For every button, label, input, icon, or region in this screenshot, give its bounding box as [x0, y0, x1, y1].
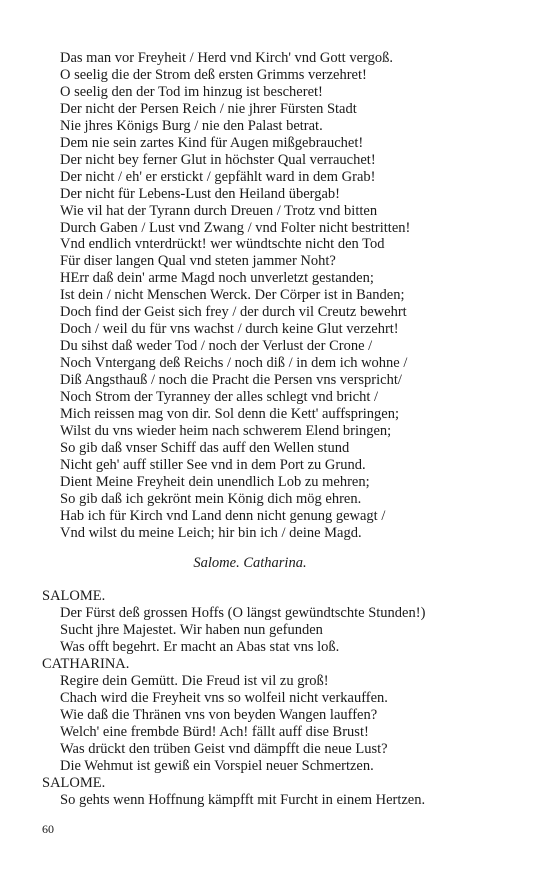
verse-line: Nicht geh' auff stiller See vnd in dem Port zu Grund. [60, 456, 366, 473]
verse-line: Noch Vntergang deß Reichs / noch diß / in dem ich wohne / [60, 355, 408, 372]
verse-line: O seelig die der Strom deß ersten Grimms verzehret! [60, 66, 367, 83]
verse-line: O seelig den der Tod im hinzug ist bescheret! [60, 83, 323, 100]
dialogue-line: Chach wird die Freyheit vns so wolfeil nicht verkauffen. [60, 690, 388, 706]
verse-line: Du sihst daß weder Tod / noch der Verlust der Crone / [60, 338, 373, 355]
dialogue-line: Regire dein Gemütt. Die Freud ist vil zu groß! [60, 673, 329, 689]
verse-line: HErr daß dein' arme Magd noch unverletzt gestanden; [60, 270, 374, 287]
verse-line: Mich reissen mag von dir. Sol denn die Kett' auffspringen; [60, 406, 400, 423]
verse-line: Diß Angsthauß / noch die Pracht die Persen vns verspricht/ [60, 372, 402, 389]
dialogue-line: Welch' eine frembde Bürd! Ach! fällt auff dise Brust! [60, 724, 369, 740]
verse-line: Wie vil hat der Tyrann durch Dreuen / Trotz vnd bitten [60, 202, 378, 219]
verse-line: Wilst du vns wieder heim nach schwerem Elend bringen; [60, 422, 392, 439]
verse-line: Hab ich für Kirch vnd Land denn nicht genung gewagt / [60, 507, 386, 524]
verse-line: Doch / weil du für vns wachst / durch keine Glut verzehrt! [60, 321, 399, 338]
speaker-name: CATHARINA. [42, 656, 130, 672]
dialogue-line: Wie daß die Thränen vns von beyden Wangen lauffen? [60, 707, 378, 723]
verse-line: Vnd endlich vnterdrückt! wer wündtschte nicht den Tod [60, 236, 385, 253]
scene-heading: Salome. Catharina. [193, 555, 307, 571]
dialogue-line: Sucht jhre Majestet. Wir haben nun gefunden [60, 622, 323, 638]
verse-line: Nie jhres Königs Burg / nie den Palast betrat. [60, 117, 323, 134]
dialogue-line: Was drückt den trüben Geist vnd dämpfft die neue Lust? [60, 741, 388, 757]
verse-line: Dem nie sein zartes Kind für Augen mißgebrauchet! [60, 134, 364, 151]
verse-line: Der nicht / eh' er erstickt / gepfählt ward in dem Grab! [60, 168, 376, 185]
verse-line: Vnd wilst du meine Leich; hir bin ich / deine Magd. [60, 524, 362, 541]
dialogue-line: Die Wehmut ist gewiß ein Vorspiel neuer Schmertzen. [60, 758, 374, 774]
dialogue-block [42, 588, 425, 809]
verse-line: Doch find der Geist sich frey / der durch vil Creutz bewehrt [60, 304, 407, 321]
verse-stanza [60, 50, 410, 542]
verse-line: Der nicht der Persen Reich / nie jhrer Fürsten Stadt [60, 100, 357, 117]
speaker-name: SALOME. [42, 588, 106, 604]
verse-line: Durch Gaben / Lust vnd Zwang / vnd Folter nicht bestritten! [60, 219, 411, 236]
verse-line: Das man vor Freyheit / Herd vnd Kirch' vnd Gott vergoß. [60, 50, 393, 66]
verse-line: Für diser langen Qual vnd steten jammer Noht? [60, 253, 336, 270]
dialogue-line: Der Fürst deß grossen Hoffs (O längst gewündtschte Stunden!) [60, 605, 426, 621]
verse-line: So gib daß ich gekrönt mein König dich mög ehren. [60, 490, 362, 507]
verse-line: Dient Meine Freyheit dein unendlich Lob zu mehren; [60, 473, 370, 490]
dialogue-line: So gehts wenn Hoffnung kämpfft mit Furcht in einem Hertzen. [60, 792, 426, 808]
verse-line: Der nicht bey ferner Glut in höchster Qual verrauchet! [60, 151, 376, 168]
verse-line: Der nicht für Lebens-Lust den Heiland übergab! [60, 185, 340, 202]
verse-line: So gib daß vnser Schiff das auff den Wellen stund [60, 439, 350, 456]
dialogue-line: Was offt begehrt. Er macht an Abas stat vns loß. [60, 639, 340, 655]
page-number: 60 [42, 822, 54, 836]
verse-line: Ist dein / nicht Menschen Werck. Der Cörper ist in Banden; [60, 287, 405, 304]
verse-line: Noch Strom der Tyranney der alles schlegt vnd bricht / [60, 389, 379, 406]
speaker-name: SALOME. [42, 775, 106, 791]
